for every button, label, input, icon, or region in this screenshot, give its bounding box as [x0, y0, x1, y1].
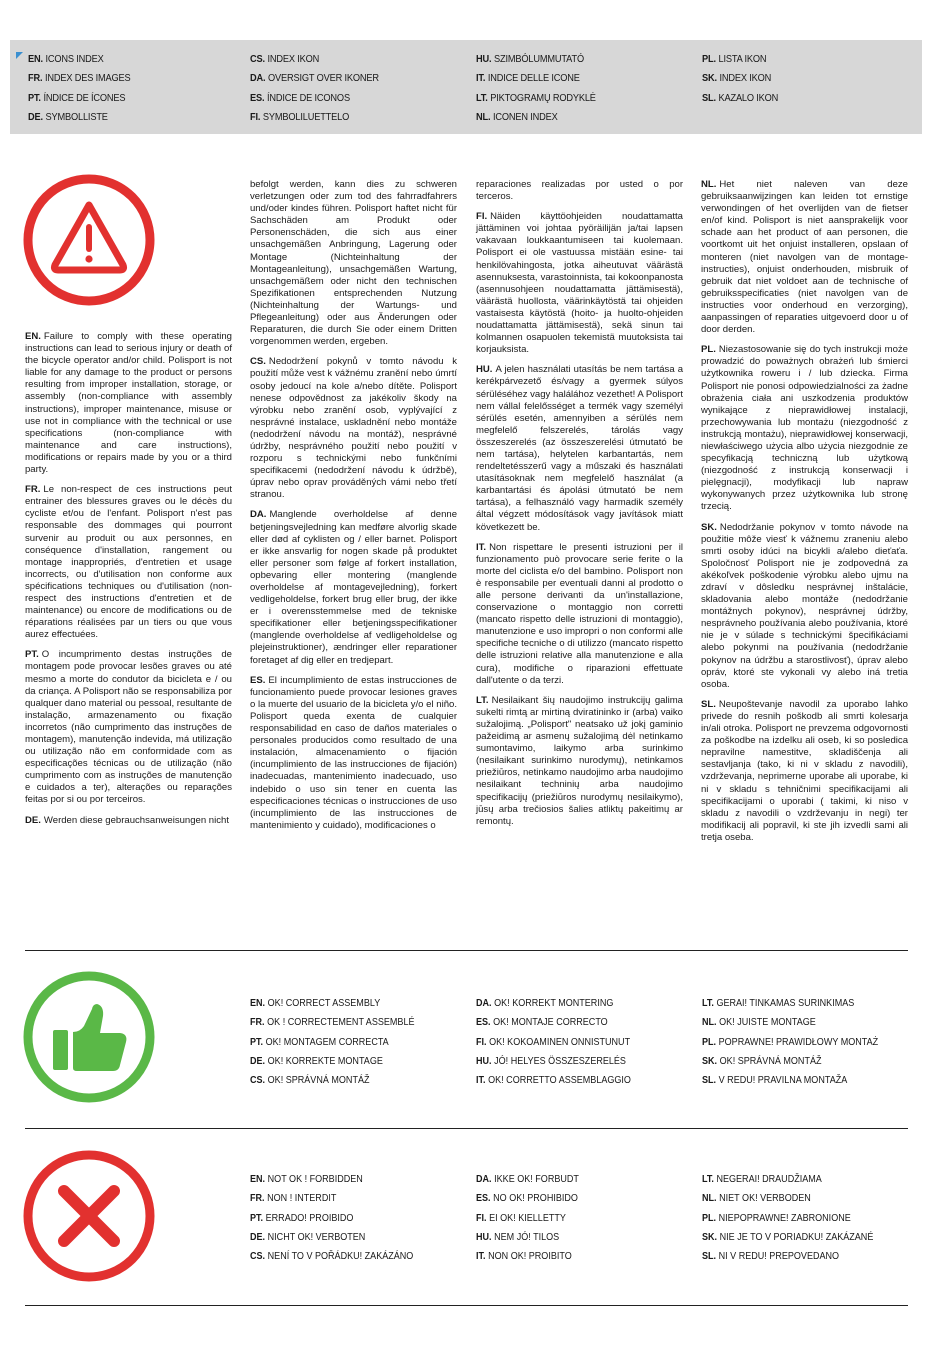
language-code: FI.	[476, 211, 488, 223]
language-text: NEM JÓ! TILOS	[494, 1230, 560, 1243]
cross-icon	[22, 1149, 156, 1283]
language-code: LT.	[476, 694, 489, 706]
language-text: befolgt werden, kann dies zu schweren verletzungen oder zum tod des fahrradfahrers und/oder kindes führen. Polisport haftet nicht für Sachschäden am Produkt oder Personenschäden, die sich aus einer unsachgemäßen Anbringung, Lagerung oder Montage (Nichteinhaltung der Montageanleitung), unsachgemäßen Wartung, unsachgemäßem oder nicht den technischen Spezifikationen entsprechenden Nutzung (Nichteinhaltung der Wartungs- und Pflegeanleitung) oder aus Änderungen oder Reparaturen, die durch Sie oder einem Dritten vorgenommen werden, ergeben.	[250, 179, 457, 348]
language-entry	[25, 649, 232, 806]
language-text: ÍNDICE DE ÍCONES	[43, 91, 126, 104]
language-code: PT.	[28, 91, 41, 104]
language-text: IKKE OK! FORBUDT	[494, 1173, 579, 1185]
language-text: Nesilaikant šių naudojimo instrukcijų galima sukelti rimtą ar mirtiną dviratininko ir (arba) vaiko sužalojimą. „Polisport" neatsako už jokį gaminio pažeidimą ar asmenų sužalojimą dėl netinkamo sumontavimo, laikymo arba surinkimo (nesilaikant surinkimo nurodymų), netinkamos priežiūros, netinkamo naudojimo arba naudojimo nesilaikant techninių arba naudojimo specifikacijų (priežiūros nurodymų nesilaikymo), jūsų arba trečiosios šalies atliktų pakeitimų ar remontų.	[476, 694, 683, 827]
ok-column-1	[250, 994, 414, 1090]
language-text: O incumprimento destas instruções de montagem pode provocar lesões graves ou até mesmo a morte do condutor da bicicleta e / ou da criança. A Polisport não se responsabiliza por qualquer dano material ou pessoal, resultante de instalação, armazenamento ou fixação incorretos (não cumprimento das instruções de montagem), manutenção indevida, má utilização ou utilização não em conformidade com as especificações técnicas ou de utilização (não cumprimento com as instruções de manutenção e cuidados a ter), alterações ou reparações feitas por si ou por terceiros.	[25, 649, 232, 806]
language-text: OK! KORREKT MONTERING	[494, 997, 614, 1009]
language-code: FR.	[250, 1192, 265, 1205]
language-entry	[250, 1052, 414, 1071]
language-text: NI V REDU! PREPOVEDANO	[718, 1250, 840, 1263]
language-code: LT.	[476, 91, 488, 104]
language-code: PL.	[702, 1211, 717, 1224]
language-text: NON ! INTERDIT	[267, 1192, 337, 1205]
language-code: IT.	[476, 72, 486, 85]
language-code: CS.	[250, 1250, 266, 1263]
language-entry	[702, 1071, 878, 1090]
language-text: OK! KOKOAMINEN ONNISTUNUT	[489, 1035, 631, 1048]
language-code: IT.	[476, 1074, 486, 1087]
language-entry	[476, 1209, 579, 1228]
language-entry	[250, 1033, 414, 1052]
language-entry	[702, 1228, 873, 1247]
language-entry	[476, 695, 683, 828]
language-entry	[250, 994, 414, 1013]
language-text: INDEX IKON	[267, 53, 320, 65]
language-code: CS.	[250, 356, 266, 368]
language-text: NIEPOPRAWNE! ZABRONIONE	[718, 1211, 851, 1224]
ok-column-2	[476, 994, 631, 1090]
language-text: SZIMBÓLUMMUTATÓ	[494, 53, 584, 65]
language-entry	[476, 542, 683, 687]
language-code: DA.	[250, 72, 266, 85]
language-text: OK! SPRÁVNÁ MONTÁŽ	[267, 1074, 370, 1087]
language-text: EI OK! KIELLETTY	[489, 1211, 566, 1224]
banner-column-1	[28, 50, 131, 127]
language-text: ERRADO! PROIBIDO	[265, 1211, 354, 1224]
language-entry	[28, 89, 131, 108]
language-entry	[476, 1033, 631, 1052]
language-text: NICHT OK! VERBOTEN	[267, 1230, 366, 1243]
language-code: PT.	[250, 1211, 264, 1224]
language-code: EN.	[250, 1173, 266, 1185]
language-code: PL.	[702, 53, 716, 65]
language-text: El incumplimiento de estas instrucciones de funcionamiento puede provocar lesiones graves o la muerte del usuario de la bicicleta y/o el niño. Polisport queda exenta de cualquier responsabilidad en caso de daños materiales o personales producidos como resultado de una instalación, almacenamiento o fijación (incumplimiento de las instrucciones de fijación) inadecuadas, mantenimiento inadecuado, uso indebido o uso sin tener en cuenta las especificaciones técnicas o instrucciones de uso (incumplimiento de las instrucciones de mantenimiento y cuidado), modificaciones o	[250, 674, 457, 831]
language-code: FI.	[250, 110, 261, 123]
language-text: OK! CORRECT ASSEMBLY	[267, 997, 381, 1009]
language-entry	[476, 1228, 579, 1247]
banner-column-4	[702, 50, 778, 108]
icons-index-banner	[10, 40, 922, 134]
language-entry	[250, 1170, 413, 1189]
language-entry	[28, 108, 131, 127]
language-text: OK! JUISTE MONTAGE	[719, 1016, 816, 1029]
language-text: SYMBOLILUETTELO	[262, 110, 350, 123]
language-code: NL.	[476, 110, 491, 123]
language-entry	[250, 1013, 414, 1032]
language-code: SL.	[701, 698, 716, 710]
language-text: NEGERAI! DRAUDŽIAMA	[716, 1173, 822, 1185]
language-code: PL.	[701, 344, 716, 356]
language-text: Manglende overholdelse af denne betjeningsvejledning kan medføre alvorlig skade eller død af cyklisten og / eller barnet. Polisport er ikke ansvarlig for nogen skade på produktet eller personer som følge af forkert installation, opbevaring eller montering (manglende overholdelse af montagevejledning), forkert vedligeholdelse, forkert brug eller brug, der ikke er i overensstemmelse med de tekniske specifikationer eller betjeningsspecifikationer (manglende overholdelse af vedligeholdelse og plejeinstruktioner), ændringer eller reparationer foretaget af dig eller en tredjepart.	[250, 509, 457, 666]
language-entry	[476, 1071, 631, 1090]
language-entry	[25, 484, 232, 641]
section-divider	[25, 950, 908, 951]
language-code: PL.	[702, 1035, 717, 1048]
language-text: KAZALO IKON	[718, 91, 779, 104]
language-code: CS.	[250, 1074, 266, 1087]
language-entry	[702, 50, 778, 69]
corner-marker	[16, 52, 23, 59]
language-code: FI.	[476, 1211, 487, 1224]
language-text: Näiden käyttöohjeiden noudattamatta jättäminen voi johtaa pyöräilijän ja/tai lapsen vakavaan loukkaantumiseen tai kuolemaan. Polisport ei ole vastuussa mistään esine- tai henkilövahingosta, jotka aiheutuvat väärästä asennuksesta, varastoinnista, tai kokoonpanosta (asennusohjeen noudattamatta jättämisestä), väärästä huollosta, väärinkäytöstä tai ohjeiden vastaisesta käytöstä (hoito- ja huolto-ohjeiden noudattamatta jättämisestä), sekä sinun tai kolmannen osapuolen tekemistä muutoksista tai korjauksista.	[476, 211, 683, 356]
language-entry	[476, 364, 683, 533]
language-code: NL.	[702, 1016, 717, 1029]
language-text: INDEX DES IMAGES	[45, 72, 131, 85]
language-code: CS.	[250, 53, 265, 65]
language-text: NON OK! PROIBITO	[488, 1250, 572, 1263]
language-text: OK! CORRETTO ASSEMBLAGGIO	[488, 1074, 631, 1087]
language-code: EN.	[25, 331, 41, 342]
language-text: NIE JE TO V PORIADKU! ZAKÁZANÉ	[719, 1230, 874, 1243]
language-code: FR.	[250, 1016, 265, 1029]
warning-column-2	[250, 179, 457, 840]
language-entry	[25, 815, 232, 827]
language-entry	[476, 1170, 579, 1189]
language-text: reparaciones realizadas por usted o por terceros.	[476, 179, 683, 203]
warning-column-3	[476, 179, 683, 836]
language-entry	[702, 69, 778, 88]
language-entry	[702, 1013, 878, 1032]
language-text: Werden diese gebrauchsanweisungen nicht	[43, 814, 229, 826]
language-entry	[701, 522, 908, 691]
language-code: ES.	[250, 674, 266, 686]
language-text: ICONS INDEX	[45, 53, 104, 65]
language-code: PT.	[25, 649, 39, 661]
language-code: LT.	[702, 1173, 714, 1185]
language-entry	[476, 211, 683, 356]
language-text: Het niet naleven van deze gebruiksaanwijzingen kan leiden tot ernstige verwondingen of het overlijden van de fietser en/of kind. Polisport is niet aansprakelijk voor schade aan het product of aan personen, die voortkomt uit het onjuist installeren, opslaan of monteren (niet navolgen van de montage-instructies), onjuist onderhouden, misbruik of gebruik dat niet voldoet aan de technische of gebruiksspecificaties (niet navolgen van de instructies voor onderhoud en verzorging), aanpassingen of reparaties uitgevoerd door u of door derden.	[701, 179, 908, 336]
language-entry	[28, 69, 131, 88]
language-text: OK! SPRÁVNÁ MONTÁŽ	[719, 1054, 822, 1067]
language-entry	[702, 1189, 873, 1208]
language-code: HU.	[476, 53, 492, 65]
language-entry	[701, 699, 908, 844]
language-entry	[702, 89, 778, 108]
language-entry	[250, 108, 379, 127]
language-entry	[476, 994, 631, 1013]
language-code: EN.	[250, 997, 266, 1009]
language-entry	[476, 1247, 579, 1266]
language-text: Nedodržanie pokynov v tomto návode na použitie môže viesť k vážnemu zraneniu alebo smrti osoby idúci na bicykli a/alebo dieťaťa. Spoločnosť Polisport nie je zodpovedná za akékoľvek poškodenie výrobku alebo ujmu na zdraví v dôsledku nesprávnej inštalácie, skladovania alebo montáže (nedodržanie montážnych pokynov), nesprávnej údržby, nesprávneho používania alebo používania, ktoré nie je v súlade s technickými špecifikáciami alebo pokynmi na používania (nedodržanie pokynov na údržbu a starostlivosť), úprav alebo opráv, ktoré ste vykonali vy alebo iná tretia osoba.	[701, 521, 908, 690]
language-entry	[250, 1247, 413, 1266]
language-entry	[25, 331, 232, 476]
language-entry	[250, 356, 457, 501]
language-entry	[702, 1247, 873, 1266]
language-text: ÍNDICE DE ICONOS	[267, 91, 350, 104]
language-text: GERAI! TINKAMAS SURINKIMAS	[716, 997, 855, 1009]
language-code: DA.	[250, 509, 267, 521]
language-text: PIKTOGRAMŲ RODYKLĖ	[490, 91, 596, 104]
warning-column-1	[25, 331, 232, 835]
language-text: OK! MONTAGEM CORRECTA	[265, 1035, 389, 1048]
language-entry	[702, 1170, 873, 1189]
warning-column-4	[701, 179, 908, 852]
language-entry	[250, 1189, 413, 1208]
language-entry	[250, 1209, 413, 1228]
forbidden-column-3	[702, 1170, 873, 1266]
language-code: SK.	[702, 72, 717, 85]
language-code: FR.	[28, 72, 43, 85]
forbidden-column-1	[250, 1170, 413, 1266]
language-text: ICONEN INDEX	[493, 110, 558, 123]
language-code: SL.	[702, 1074, 717, 1087]
language-entry	[702, 1033, 878, 1052]
language-entry	[476, 108, 596, 127]
language-text: NO OK! PROHIBIDO	[493, 1192, 578, 1205]
language-code: HU.	[476, 364, 493, 376]
language-code: FI.	[476, 1035, 487, 1048]
language-text: OK ! CORRECTEMENT ASSEMBLÉ	[267, 1016, 415, 1029]
language-entry	[250, 1071, 414, 1090]
language-code: DE.	[28, 110, 43, 123]
language-entry	[476, 89, 596, 108]
language-code: ES.	[476, 1192, 491, 1205]
language-code: NL.	[702, 1192, 717, 1205]
language-text: OVERSIGT OVER IKONER	[268, 72, 379, 85]
section-divider	[25, 1305, 908, 1306]
language-code: FR.	[25, 484, 41, 496]
language-code: HU.	[476, 1054, 492, 1067]
language-text: SYMBOLLISTE	[45, 110, 108, 123]
language-code: SK.	[702, 1054, 718, 1067]
language-code: DE.	[25, 814, 41, 826]
language-code: SK.	[701, 521, 717, 533]
language-entry	[250, 1228, 413, 1247]
language-code: DE.	[250, 1054, 266, 1067]
language-text: NOT OK ! FORBIDDEN	[267, 1173, 363, 1185]
language-entry	[702, 1052, 878, 1071]
language-entry	[476, 1189, 579, 1208]
language-text: LISTA IKON	[718, 53, 767, 65]
language-text: Non rispettare le presenti istruzioni per il funzionamento può provocare serie ferite o la morte del ciclista e/o del bambino. Polisport non è responsabile per eventuali danni al prodotto o alle persone derivanti da un'installazione, conservazione o montaggio non corretti (mancato rispetto delle istruzioni di montaggio), manutenzione e uso impropri o non conformi alle specifiche tecniche o di utilizzo (mancato rispetto delle istruzioni relative alla manutenzione e alla cura), modifiche o riparazioni effettuate dall'utente o da terzi.	[476, 541, 683, 686]
language-code: LT.	[702, 997, 714, 1009]
language-entry	[476, 179, 683, 203]
warning-triangle-icon	[22, 173, 156, 307]
thumbs-up-icon	[22, 970, 156, 1104]
language-text: A jelen használati utasítás be nem tartása a kerékpárvezető és/vagy a gyermek súlyos sérüléséhez vagy halálához vezethet! A Polisport nem vállal felelősséget a termék vagy személyi sérülés esetén, amennyiben a sérülés nem megfelelő felszerelés, tárolás vagy összeszerelés (az összeszerelési útmutató be nem tartása), helytelen karbantartás, nem rendeltetésszerű vagy a műszaki és használati utasításoknak nem megfelelő használat (a karbantartási és ápolási útmutató be nem tartása), a felhasználó vagy harmadik személy által végzett módosítások vagy javítások miatt következett be.	[476, 364, 683, 533]
ok-column-3	[702, 994, 878, 1090]
banner-column-2	[250, 50, 379, 127]
language-entry	[250, 179, 457, 348]
language-code: PT.	[250, 1035, 264, 1048]
language-code: SL.	[702, 91, 716, 104]
language-code: DE.	[250, 1230, 266, 1243]
language-text: OK! KORREKTE MONTAGE	[267, 1054, 383, 1067]
language-text: Niezastosowanie się do tych instrukcji może prowadzić do poważnych obrażeń lub śmierci użytkownika roweru i / lub dziecka. Firma Polisport nie ponosi odpowiedzialności za żadne obrażenia ciała ani uszkodzenia produktów wynikające z nieprawidłowej instalacji, przechowywania lub montażu (niezgodność z instrukcją montażu), nieprawidłowej konserwacji, niewłaściwego użycia albo użycia niezgodnie ze specyfikacją techniczną lub użytkową (niezgodność z instrukcją konserwacji i pielęgnacji), modyfikacji lub napraw wykonywanych przez użytkownika lub stronę trzecią.	[701, 344, 908, 513]
language-code: DA.	[476, 1173, 492, 1185]
language-text: OK! MONTAJE CORRECTO	[493, 1016, 608, 1029]
language-code: SK.	[702, 1230, 718, 1243]
language-code: ES.	[250, 91, 265, 104]
language-entry	[701, 344, 908, 513]
language-text: Neupoštevanje navodil za uporabo lahko privede do resnih poškodb ali smrti kolesarja in/ali otroka. Polisport ne prevzema odgovornosti za poškodbe na izdelku ali oseb, ki so posledica nepravilne namestitve, skladiščenja ali sestavljanja (tako, ki ni v skladu z navodili), vzdrževanja, neprimerne uporabe ali uporabe, ki ni v skladu s tehničnimi specifikacijami ali specifikacijami o uporabi ( takimi, ki niso v skladu z navodili o vzdrževanju in negi) ter modifikacij ali popravil, ki ste jih izvedli sami ali tretja oseba.	[701, 698, 908, 843]
language-entry	[250, 50, 379, 69]
language-entry	[476, 1052, 631, 1071]
language-text: JÓ! HELYES ÖSSZESZERELÉS	[494, 1054, 626, 1067]
language-text: V REDU! PRAVILNA MONTAŽA	[718, 1074, 848, 1087]
language-entry	[250, 509, 457, 666]
language-entry	[250, 675, 457, 832]
language-entry	[476, 50, 596, 69]
language-entry	[476, 1013, 631, 1032]
language-code: SL.	[702, 1250, 717, 1263]
banner-column-3	[476, 50, 596, 127]
forbidden-column-2	[476, 1170, 579, 1266]
language-text: POPRAWNE! PRAWIDŁOWY MONTAŻ	[718, 1035, 879, 1048]
language-text: NENÍ TO V POŘÁDKU! ZAKÁZÁNO	[267, 1250, 414, 1263]
language-entry	[702, 1209, 873, 1228]
language-code: NL.	[701, 179, 717, 190]
language-entry	[476, 69, 596, 88]
language-code: IT.	[476, 1250, 486, 1263]
language-text: Le non-respect de ces instructions peut entrainer des blessures graves ou le décès du cycliste et/ou de l'enfant. Polisport n'est pas responsable des dommages qui pourront survenir au produit ou aux personnes, en conséquence d'installation, rangement ou montage inappropriés, d'entretien et usage incorrects, ou d'utilisation non conforme aux spécifications techniques ou d'utilisation (non-respect des instructions d'entretien et de maintenance) ou encore de modifications ou de réparations réalisées par un tiers ou que vous aurez effectuées.	[25, 484, 232, 641]
language-code: ES.	[476, 1016, 491, 1029]
language-entry	[250, 69, 379, 88]
language-entry	[28, 50, 131, 69]
language-entry	[702, 994, 878, 1013]
language-code: DA.	[476, 997, 492, 1009]
section-divider	[25, 1128, 908, 1129]
language-text: INDEX IKON	[719, 72, 772, 85]
language-text: Failure to comply with these operating instructions can lead to serious injury or death of the bicycle operator and/or child. Polisport is not liable for any damage to the product or persons resulting from improper installation, storage, or assembly (non-compliance with assembly instructions), improper maintenance, misuse or use not in compliance with the technical or use specifications (non-compliance with maintenance and care instructions), modifications or repairs made by you or a third party.	[25, 331, 232, 476]
language-entry	[701, 179, 908, 336]
language-code: HU.	[476, 1230, 492, 1243]
language-text: Nedodržení pokynů v tomto návodu k použití může vest k vážnému zranění nebo úmrtí osoby jedoucí na kole a/nebo dítěte. Polisport nenese odpovědnost za jakékoliv škody na výrobku nebo zranění osob, vyplývající z nesprávné instalace, uskladnění nebo montáže (nedodržení návodu na montáž), nesprávné údržby, nesprávného použití nebo použití v rozporu s technickými nebo funkčními specifikacemi (nedodržení návodu k údržbě), úprav nebo oprav prováděných vámi nebo třetí stranou.	[250, 356, 457, 501]
language-entry	[250, 89, 379, 108]
language-code: EN.	[28, 53, 43, 65]
language-text: NIET OK! VERBODEN	[719, 1192, 811, 1205]
language-text: INDICE DELLE ICONE	[487, 72, 580, 85]
language-code: IT.	[476, 541, 487, 553]
